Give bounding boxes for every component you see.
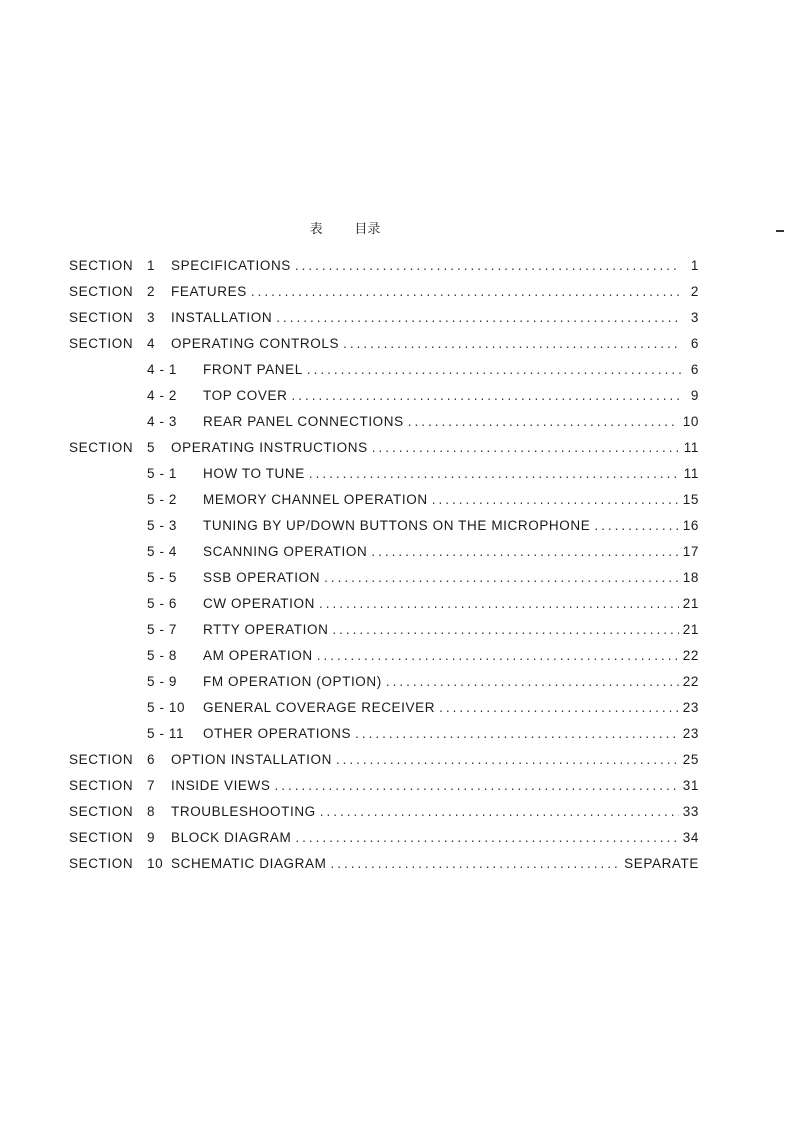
- page-title-right: 目录: [354, 221, 381, 236]
- dot-leader: [371, 544, 678, 559]
- dot-leader: [309, 466, 680, 481]
- toc-subsection-row: [69, 700, 699, 726]
- toc-subsection-row: [69, 466, 699, 492]
- toc-entry-title: MEMORY CHANNEL OPERATION: [203, 492, 428, 507]
- toc-subsection-row: [69, 388, 699, 414]
- toc-page-number: 23: [682, 700, 699, 715]
- toc-section-label: SECTION: [69, 856, 134, 871]
- toc-entry-title: OPERATING INSTRUCTIONS: [171, 440, 368, 455]
- toc-section-number: 5: [147, 440, 156, 455]
- toc-subsection-row: [69, 596, 699, 622]
- toc-section-number: 3: [147, 310, 156, 325]
- dot-leader: [439, 700, 679, 715]
- toc-entry-title: HOW TO TUNE: [203, 466, 305, 481]
- toc-page-number: 9: [690, 388, 699, 403]
- toc-subsection-number: 5 - 3: [147, 518, 178, 533]
- toc-subsection-row: [69, 570, 699, 596]
- toc-section-row: [69, 284, 699, 310]
- dot-leader: [408, 414, 679, 429]
- toc-entry-title: TOP COVER: [203, 388, 288, 403]
- dot-leader: [386, 674, 679, 689]
- toc-section-row: [69, 752, 699, 778]
- toc-entry-title: GENERAL COVERAGE RECEIVER: [203, 700, 436, 715]
- toc-entry-title: RTTY OPERATION: [203, 622, 329, 637]
- toc-section-row: [69, 804, 699, 830]
- toc-subsection-row: [69, 414, 699, 440]
- dot-leader: [594, 518, 678, 533]
- toc-page-number: 33: [682, 804, 699, 819]
- toc-subsection-number: 4 - 1: [147, 362, 178, 377]
- toc-section-number: 8: [147, 804, 156, 819]
- dot-leader: [295, 830, 678, 845]
- toc-section-label: SECTION: [69, 284, 134, 299]
- toc-page-number: SEPARATE: [624, 856, 699, 871]
- toc-subsection-number: 5 - 10: [147, 700, 186, 715]
- toc-entry-title: CW OPERATION: [203, 596, 315, 611]
- toc-subsection-number: 5 - 2: [147, 492, 178, 507]
- toc-entry-title: REAR PANEL CONNECTIONS: [203, 414, 404, 429]
- dot-leader: [372, 440, 680, 455]
- toc-page-number: 3: [690, 310, 699, 325]
- dot-leader: [251, 284, 681, 299]
- toc-section-label: SECTION: [69, 830, 134, 845]
- toc-subsection-row: [69, 544, 699, 570]
- dot-leader: [307, 362, 681, 377]
- toc-page-number: 34: [682, 830, 699, 845]
- dot-leader: [432, 492, 679, 507]
- toc-entry-title: FEATURES: [171, 284, 247, 299]
- toc-section-row: [69, 830, 699, 856]
- margin-mark: [776, 230, 784, 232]
- toc-subsection-number: 5 - 1: [147, 466, 178, 481]
- toc-section-number: 7: [147, 778, 156, 793]
- toc-subsection-number: 5 - 7: [147, 622, 178, 637]
- dot-leader: [355, 726, 679, 741]
- toc-subsection-number: 5 - 8: [147, 648, 178, 663]
- toc-page-number: 11: [683, 466, 699, 481]
- toc-entry-title: FRONT PANEL: [203, 362, 303, 377]
- toc-page-number: 17: [682, 544, 699, 559]
- dot-leader: [319, 596, 679, 611]
- toc-section-label: SECTION: [69, 310, 134, 325]
- toc-page-number: 18: [682, 570, 699, 585]
- toc-subsection-row: [69, 648, 699, 674]
- dot-leader: [320, 804, 679, 819]
- toc-section-label: SECTION: [69, 336, 134, 351]
- toc-section-label: SECTION: [69, 778, 134, 793]
- dot-leader: [276, 310, 681, 325]
- toc-page-number: 10: [682, 414, 699, 429]
- toc-subsection-row: [69, 362, 699, 388]
- dot-leader: [330, 856, 620, 871]
- toc-page-number: 11: [683, 440, 699, 455]
- toc-entry-title: AM OPERATION: [203, 648, 313, 663]
- toc-page-number: 15: [682, 492, 699, 507]
- dot-leader: [291, 388, 681, 403]
- toc-page-number: 31: [682, 778, 699, 793]
- toc-entry-title: SCANNING OPERATION: [203, 544, 368, 559]
- toc-entry-title: SCHEMATIC DIAGRAM: [171, 856, 327, 871]
- toc-section-row: [69, 778, 699, 804]
- toc-section-label: SECTION: [69, 258, 134, 273]
- page-title: [0, 218, 690, 237]
- toc-section-label: SECTION: [69, 804, 134, 819]
- toc-section-number: 6: [147, 752, 156, 767]
- dot-leader: [324, 570, 679, 585]
- toc-section-number: 10: [147, 856, 164, 871]
- toc-subsection-number: 5 - 9: [147, 674, 178, 689]
- toc-page-number: 21: [682, 596, 699, 611]
- toc-page-number: 25: [682, 752, 699, 767]
- toc-page-number: 22: [682, 674, 699, 689]
- dot-leader: [295, 258, 681, 273]
- toc-subsection-number: 4 - 2: [147, 388, 178, 403]
- toc-entry-title: TUNING BY UP/DOWN BUTTONS ON THE MICROPHONE: [203, 518, 591, 533]
- toc-section-number: 1: [147, 258, 156, 273]
- toc-section-number: 9: [147, 830, 156, 845]
- toc-entry-title: OPTION INSTALLATION: [171, 752, 332, 767]
- toc-page-number: 6: [690, 336, 699, 351]
- toc-section-label: SECTION: [69, 440, 134, 455]
- toc-subsection-row: [69, 518, 699, 544]
- toc-page-number: 22: [682, 648, 699, 663]
- toc-entry-title: SSB OPERATION: [203, 570, 321, 585]
- toc-section-label: SECTION: [69, 752, 134, 767]
- toc-section-row: [69, 440, 699, 466]
- toc-section-number: 4: [147, 336, 156, 351]
- toc-section-number: 2: [147, 284, 156, 299]
- toc-entry-title: OPERATING CONTROLS: [171, 336, 340, 351]
- toc-subsection-row: [69, 622, 699, 648]
- dot-leader: [336, 752, 679, 767]
- toc-section-row: [69, 258, 699, 284]
- toc-entry-title: INSTALLATION: [171, 310, 273, 325]
- toc-entry-title: TROUBLESHOOTING: [171, 804, 316, 819]
- toc-subsection-row: [69, 726, 699, 752]
- toc-entry-title: INSIDE VIEWS: [171, 778, 271, 793]
- table-of-contents: [69, 258, 699, 882]
- toc-entry-title: OTHER OPERATIONS: [203, 726, 352, 741]
- toc-section-row: [69, 310, 699, 336]
- toc-subsection-number: 5 - 11: [147, 726, 185, 741]
- toc-page-number: 2: [690, 284, 699, 299]
- toc-subsection-number: 5 - 6: [147, 596, 178, 611]
- dot-leader: [332, 622, 678, 637]
- toc-page-number: 16: [682, 518, 699, 533]
- page-title-left: 表: [309, 221, 323, 236]
- toc-subsection-row: [69, 674, 699, 700]
- toc-subsection-number: 5 - 5: [147, 570, 178, 585]
- toc-section-row: [69, 856, 699, 882]
- dot-leader: [274, 778, 678, 793]
- toc-subsection-row: [69, 492, 699, 518]
- toc-subsection-number: 5 - 4: [147, 544, 178, 559]
- toc-page-number: 21: [682, 622, 699, 637]
- toc-page-number: 6: [690, 362, 699, 377]
- toc-entry-title: BLOCK DIAGRAM: [171, 830, 292, 845]
- toc-entry-title: SPECIFICATIONS: [171, 258, 291, 273]
- toc-page-number: 23: [682, 726, 699, 741]
- toc-section-row: [69, 336, 699, 362]
- toc-entry-title: FM OPERATION (OPTION): [203, 674, 382, 689]
- toc-page-number: 1: [690, 258, 699, 273]
- dot-leader: [317, 648, 679, 663]
- dot-leader: [343, 336, 681, 351]
- toc-subsection-number: 4 - 3: [147, 414, 178, 429]
